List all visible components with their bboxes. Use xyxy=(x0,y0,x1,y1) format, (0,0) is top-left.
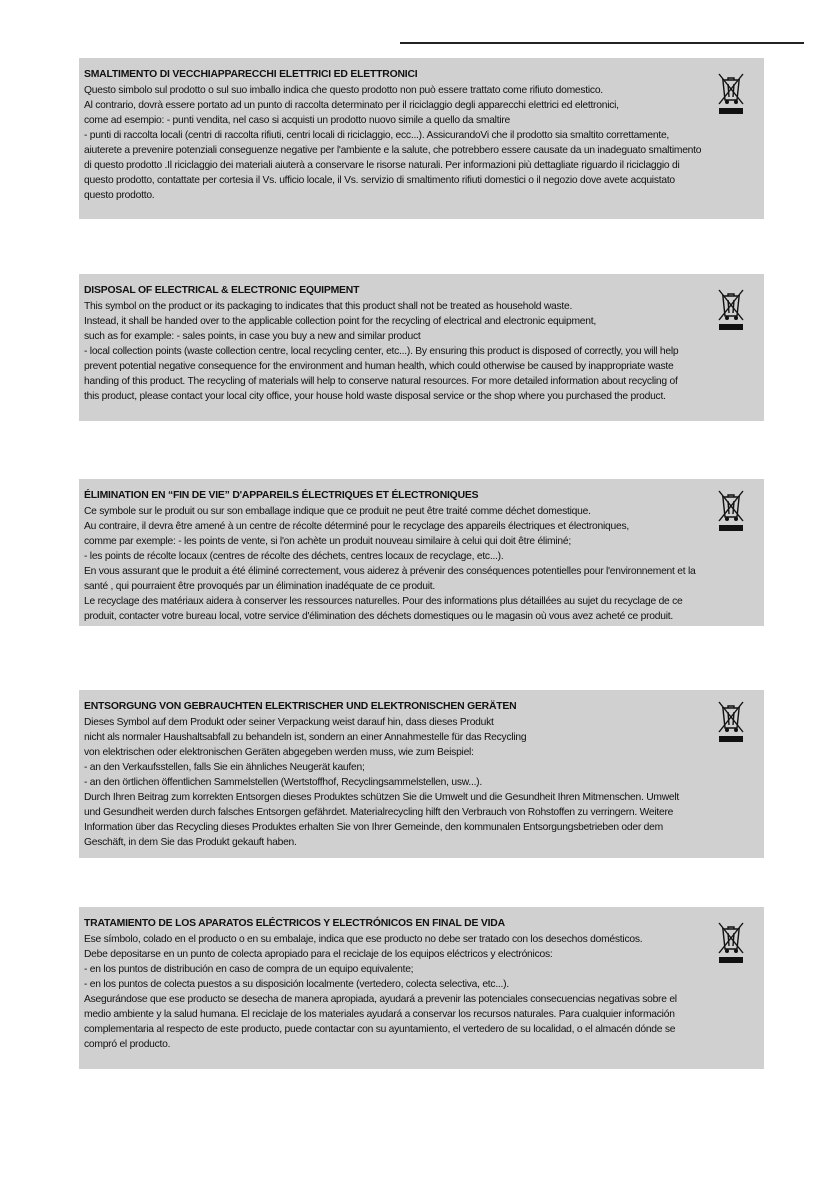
notice-line: En vous assurant que le produit a été éliminé correctement, vous aiderez à prévenir des conséquences potentielles pour l'environnement et la xyxy=(84,566,696,577)
notice-line: - punti di raccolta locali (centri di raccolta rifiuti, centri locali di riciclaggio, ecc...). AssicurandoVi che il prodotto sia smaltito correttamente, xyxy=(84,130,670,141)
notice-line: medio ambiente y la salud humana. El reciclaje de los materiales ayudará a conservar los recursos naturales. Para cualquier información xyxy=(84,1009,675,1020)
notice-line: Information über das Recycling dieses Produktes erhalten Sie von Ihrer Gemeinde, den kommunalen Entsorgungsbetrieben oder dem xyxy=(84,822,663,833)
notice-line: - an den Verkaufsstellen, falls Sie ein ähnliches Neugerät kaufen; xyxy=(84,762,365,773)
crossed-out-wheelie-bin-icon xyxy=(714,286,748,332)
notice-line: - les points de récolte locaux (centres de récolte des déchets, centres locaux de recyclage, etc...). xyxy=(84,551,504,562)
notice-line: handing of this product. The recycling of materials will help to conserve natural resources. For more detailed information about recycling of xyxy=(84,376,678,387)
notice-line: Instead, it shall be handed over to the applicable collection point for the recycling of electrical and electronic equipment, xyxy=(84,316,596,327)
notice-line: Dieses Symbol auf dem Produkt oder seiner Verpackung weist darauf hin, dass dieses Produkt xyxy=(84,717,494,728)
notice-line: compró el producto. xyxy=(84,1039,171,1050)
top-rule xyxy=(400,42,804,44)
crossed-out-wheelie-bin-icon xyxy=(714,698,748,744)
notice-title: ENTSORGUNG VON GEBRAUCHTEN ELEKTRISCHER UND ELEKTRONISCHEN GERÄTEN xyxy=(84,701,517,712)
crossed-out-wheelie-bin-icon xyxy=(714,487,748,533)
crossed-out-wheelie-bin-icon xyxy=(714,919,748,965)
notice-line: Debe depositarse en un punto de colecta apropiado para el reciclaje de los equipos eléctricos y electrónicos: xyxy=(84,949,553,960)
notice-line: Asegurándose que ese producto se desecha de manera apropiada, ayudará a prevenir las potenciales consecuencias negativas sobre el xyxy=(84,994,677,1005)
notice-title: TRATAMIENTO DE LOS APARATOS ELÉCTRICOS Y ELECTRÓNICOS EN FINAL DE VIDA xyxy=(84,918,505,929)
notice-line: prevent potential negative consequence for the environment and human health, which could otherwise be caused by inappropriate waste xyxy=(84,361,674,372)
notice-line: - en los puntos de colecta puestos a su disposición localmente (vertedero, colecta selectiva, etc...). xyxy=(84,979,509,990)
notice-line: Ce symbole sur le produit ou sur son emballage indique que ce produit ne peut être traité comme déchet domestique. xyxy=(84,506,591,517)
notice-line: aiuterete a prevenire potenziali conseguenze negative per l'ambiente e la salute, che potrebbero essere causate da un inadeguato smaltimento xyxy=(84,145,702,156)
notice-title: DISPOSAL OF ELECTRICAL & ELECTRONIC EQUIPMENT xyxy=(84,285,360,296)
notice-line: Ese símbolo, colado en el producto o en su embalaje, indica que ese producto no debe ser tratado con los desechos domésticos. xyxy=(84,934,643,945)
notice-title: SMALTIMENTO DI VECCHIAPPARECCHI ELETTRICI ED ELETTRONICI xyxy=(84,69,418,80)
notice-line: santé , qui pourraient être provoqués par un élimination inadéquate de ce produit. xyxy=(84,581,436,592)
notice-line: complementaria al respecto de este producto, puede contactar con su ayuntamiento, el vertedero de su localidad, o el almacén dónde se xyxy=(84,1024,676,1035)
notice-line: questo prodotto, contattate per cortesia il Vs. ufficio locale, il Vs. servizio di smaltimento rifiuti domestici o il negozio dove avete acquistato xyxy=(84,175,675,186)
notice-line: comme par exemple: - les points de vente, si l'on achète un produit nouveau similaire à celui qui doit être éliminé; xyxy=(84,536,571,547)
notice-line: Questo simbolo sul prodotto o sul suo imballo indica che questo prodotto non può essere trattato come rifiuto domestico. xyxy=(84,85,603,96)
notice-line: such as for example: - sales points, in case you buy a new and similar product xyxy=(84,331,421,342)
notice-line: - en los puntos de distribución en caso de compra de un equipo equivalente; xyxy=(84,964,414,975)
notice-spanish xyxy=(79,907,764,1069)
notice-line: und Gesundheit werden durch falsches Entsorgen gefährdet. Materialrecycling hilft den Verbrauch von Rohstoffen zu verringern. Weitere xyxy=(84,807,674,818)
notice-english xyxy=(79,274,764,421)
notice-italian xyxy=(79,58,764,219)
notice-line: - local collection points (waste collection centre, local recycling center, etc...). By ensuring this product is disposed of correctly, you will help xyxy=(84,346,679,357)
notice-line: come ad esempio: - punti vendita, nel caso si acquisti un prodotto nuovo simile a quello da smaltire xyxy=(84,115,511,126)
notice-line: Al contrario, dovrà essere portato ad un punto di raccolta determinato per il riciclaggio degli apparecchi elettrici ed elettronici, xyxy=(84,100,619,111)
notice-french xyxy=(79,479,764,626)
notice-line: produit, contacter votre bureau local, votre service d'élimination des déchets domestiques ou le magasin où vous avez acheté ce produit. xyxy=(84,611,673,622)
notice-line: von elektrischen oder elektronischen Geräten abgegeben werden muss, wie zum Beispiel: xyxy=(84,747,474,758)
notice-line: nicht als normaler Haushaltsabfall zu behandeln ist, sondern an einer Annahmestelle für das Recycling xyxy=(84,732,527,743)
notice-line: this product, please contact your local city office, your house hold waste disposal service or the shop where you purchased the product. xyxy=(84,391,666,402)
notice-line: Au contraire, il devra être amené à un centre de récolte déterminé pour le recyclage des appareils électriques et électroniques, xyxy=(84,521,629,532)
notice-line: Geschäft, in dem Sie das Produkt gekauft haben. xyxy=(84,837,297,848)
notice-line: di questo prodotto .Il riciclaggio dei materiali aiuterà a conservare le risorse naturali. Per informazioni più dettagliate riguardo il riciclaggio di xyxy=(84,160,680,171)
notice-line: Durch Ihren Beitrag zum korrekten Entsorgen dieses Produktes schützen Sie die Umwelt und die Gesundheit Ihren Mitmenschen. Umwelt xyxy=(84,792,680,803)
notice-line: - an den örtlichen öffentlichen Sammelstellen (Wertstoffhof, Recyclingsammelstellen, usw...). xyxy=(84,777,482,788)
notice-line: questo prodotto. xyxy=(84,190,155,201)
crossed-out-wheelie-bin-icon xyxy=(714,70,748,116)
notice-line: Le recyclage des matériaux aidera à conserver les ressources naturelles. Pour des informations plus détaillées au sujet du recyclage de ce xyxy=(84,596,683,607)
notice-german xyxy=(79,690,764,858)
notice-title: ÉLIMINATION EN “FIN DE VIE” D'APPAREILS ÉLECTRIQUES ET ÉLECTRONIQUES xyxy=(84,490,479,501)
notice-line: This symbol on the product or its packaging to indicates that this product shall not be treated as household waste. xyxy=(84,301,573,312)
